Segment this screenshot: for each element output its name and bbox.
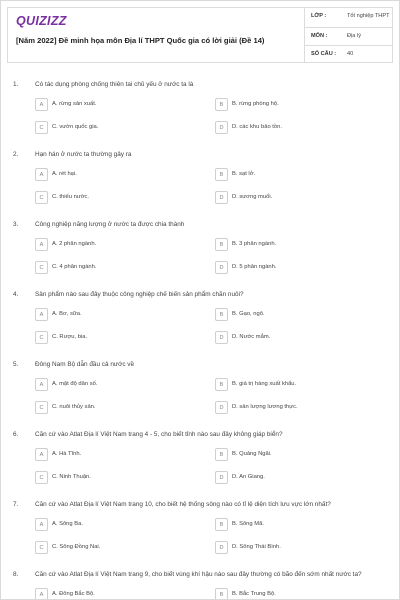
answer-option-a[interactable] — [35, 98, 195, 112]
option-letter-box: B — [215, 98, 228, 111]
answer-option-d[interactable] — [215, 471, 375, 485]
option-text: C. 4 phân ngành. — [52, 264, 97, 270]
option-letter-box: B — [215, 588, 228, 600]
answer-option-c[interactable] — [35, 541, 195, 555]
option-text: A. Bơ, sữa. — [52, 311, 82, 317]
option-letter-box: C — [35, 261, 48, 274]
option-text: A. Hà Tĩnh. — [52, 451, 82, 457]
answer-option-a[interactable] — [35, 378, 195, 392]
answer-option-c[interactable] — [35, 471, 195, 485]
answer-option-a[interactable] — [35, 308, 195, 322]
option-text: A. mật độ dân số. — [52, 381, 98, 387]
worksheet-header — [7, 7, 393, 63]
answer-option-b[interactable] — [215, 518, 375, 532]
question-text: Đông Nam Bộ dẫn đầu cả nước về — [35, 361, 135, 368]
question-number: 4. — [13, 291, 19, 298]
question-number: 7. — [13, 501, 19, 508]
question-text: Có tác dụng phòng chống thiên tai chủ yếu ở nước ta là — [35, 81, 194, 88]
quizizz-logo: QUIZIZZ — [16, 14, 67, 28]
question-text: Căn cứ vào Atlat Địa lí Việt Nam trang 4 - 5, cho biết tỉnh nào sau đây không giáp biển? — [35, 431, 283, 438]
meta-value: Địa lý — [347, 32, 361, 39]
question-text: Hạn hán ở nước ta thường gây ra — [35, 151, 132, 158]
question-text: Sản phẩm nào sau đây thuộc công nghiệp chế biến sản phẩm chăn nuôi? — [35, 291, 244, 298]
meta-value: Tốt nghiệp THPT — [347, 13, 390, 19]
worksheet-title: [Năm 2022] Đề minh họa môn Địa lí THPT Quốc gia có lời giải (Đề 14) — [16, 36, 265, 45]
option-letter-box: D — [215, 331, 228, 344]
meta-label: LỚP : — [311, 13, 327, 19]
answer-option-d[interactable] — [215, 191, 375, 205]
option-letter-box: B — [215, 238, 228, 251]
answer-option-d[interactable] — [215, 261, 375, 275]
option-text: A. Đông Bắc Bộ. — [52, 591, 95, 597]
question-item — [1, 431, 399, 493]
question-number: 6. — [13, 431, 19, 438]
option-text: D. Sông Thái Bình. — [232, 544, 281, 550]
answer-option-b[interactable] — [215, 308, 375, 322]
option-text: B. 3 phân ngành. — [232, 241, 277, 247]
option-text: D. An Giang. — [232, 474, 265, 480]
option-letter-box: C — [35, 541, 48, 554]
option-letter-box: A — [35, 168, 48, 181]
meta-row-count — [305, 45, 392, 64]
option-letter-box: B — [215, 518, 228, 531]
answer-option-d[interactable] — [215, 331, 375, 345]
question-item — [1, 81, 399, 143]
option-text: A. rừng sản xuất. — [52, 101, 97, 107]
question-number: 5. — [13, 361, 19, 368]
option-text: D. Nước mắm. — [232, 334, 271, 340]
option-letter-box: A — [35, 98, 48, 111]
option-text: B. Sông Mã. — [232, 521, 264, 527]
option-text: C. Rượu, bia. — [52, 334, 88, 340]
question-item — [1, 151, 399, 213]
question-item — [1, 571, 399, 600]
answer-option-c[interactable] — [35, 121, 195, 135]
option-text: D. sản lượng lương thực. — [232, 404, 298, 410]
option-letter-box: D — [215, 191, 228, 204]
question-text: Căn cứ vào Atlat Địa lí Việt Nam trang 10, cho biết hệ thống sông nào có tỉ lệ diện tích lưu vực lớn nhất? — [35, 501, 331, 508]
option-text: C. nuôi thủy sản. — [52, 404, 96, 410]
answer-option-c[interactable] — [35, 331, 195, 345]
option-text: C. vườn quốc gia. — [52, 124, 99, 130]
option-text: A. 2 phân ngành. — [52, 241, 97, 247]
option-text: B. sạt lở. — [232, 171, 256, 177]
option-letter-box: C — [35, 191, 48, 204]
option-letter-box: D — [215, 541, 228, 554]
answer-option-c[interactable] — [35, 191, 195, 205]
option-text: B. giá trị hàng xuất khẩu. — [232, 381, 297, 387]
meta-row-subject — [305, 27, 392, 46]
question-number: 2. — [13, 151, 19, 158]
answer-option-b[interactable] — [215, 448, 375, 462]
option-letter-box: C — [35, 401, 48, 414]
meta-label: MÔN : — [311, 32, 328, 39]
answer-option-a[interactable] — [35, 238, 195, 252]
question-item — [1, 501, 399, 563]
option-letter-box: B — [215, 308, 228, 321]
answer-option-b[interactable] — [215, 588, 375, 600]
option-letter-box: A — [35, 308, 48, 321]
question-number: 3. — [13, 221, 19, 228]
answer-option-a[interactable] — [35, 518, 195, 532]
answer-option-b[interactable] — [215, 98, 375, 112]
option-letter-box: C — [35, 121, 48, 134]
answer-option-d[interactable] — [215, 541, 375, 555]
answer-option-d[interactable] — [215, 121, 375, 135]
option-text: D. sương muối. — [232, 194, 273, 200]
meta-label: SỐ CÂU : — [311, 51, 337, 58]
option-text: A. Sông Ba. — [52, 521, 83, 527]
answer-option-b[interactable] — [215, 168, 375, 182]
question-number: 1. — [13, 81, 19, 88]
answer-option-d[interactable] — [215, 401, 375, 415]
option-letter-box: D — [215, 261, 228, 274]
option-text: C. thiếu nước. — [52, 194, 90, 200]
meta-row-class — [305, 8, 392, 27]
option-letter-box: D — [215, 471, 228, 484]
option-letter-box: A — [35, 378, 48, 391]
option-letter-box: B — [215, 168, 228, 181]
answer-option-b[interactable] — [215, 238, 375, 252]
question-item — [1, 361, 399, 423]
answer-option-a[interactable] — [35, 448, 195, 462]
option-text: B. Gạo, ngô. — [232, 311, 265, 317]
answer-option-c[interactable] — [35, 401, 195, 415]
question-text: Căn cứ vào Atlat Địa lí Việt Nam trang 9, cho biết vùng khí hậu nào sau đây thường có bão đến sớm nhất nước ta? — [35, 571, 362, 578]
option-letter-box: A — [35, 588, 48, 600]
option-letter-box: B — [215, 378, 228, 391]
question-item — [1, 221, 399, 283]
meta-table — [304, 8, 392, 62]
option-text: B. rừng phòng hộ. — [232, 101, 279, 107]
meta-value: 40 — [347, 51, 354, 58]
option-text: B. Bắc Trung Bộ. — [232, 591, 276, 597]
option-letter-box: D — [215, 121, 228, 134]
question-text: Công nghiệp năng lượng ở nước ta được chia thành — [35, 221, 185, 228]
option-text: D. 5 phân ngành. — [232, 264, 277, 270]
option-letter-box: C — [35, 471, 48, 484]
answer-option-c[interactable] — [35, 261, 195, 275]
option-text: D. các khu bảo tồn. — [232, 124, 282, 130]
option-letter-box: A — [35, 518, 48, 531]
option-text: C. Ninh Thuận. — [52, 474, 91, 480]
answer-option-a[interactable] — [35, 588, 195, 600]
option-text: C. Sông Đồng Nai. — [52, 544, 101, 550]
option-letter-box: C — [35, 331, 48, 344]
answer-option-b[interactable] — [215, 378, 375, 392]
option-letter-box: B — [215, 448, 228, 461]
option-text: A. rét hại. — [52, 171, 77, 177]
option-letter-box: A — [35, 448, 48, 461]
question-item — [1, 291, 399, 353]
option-letter-box: D — [215, 401, 228, 414]
question-number: 8. — [13, 571, 19, 578]
option-letter-box: A — [35, 238, 48, 251]
option-text: B. Quảng Ngãi. — [232, 451, 272, 457]
answer-option-a[interactable] — [35, 168, 195, 182]
